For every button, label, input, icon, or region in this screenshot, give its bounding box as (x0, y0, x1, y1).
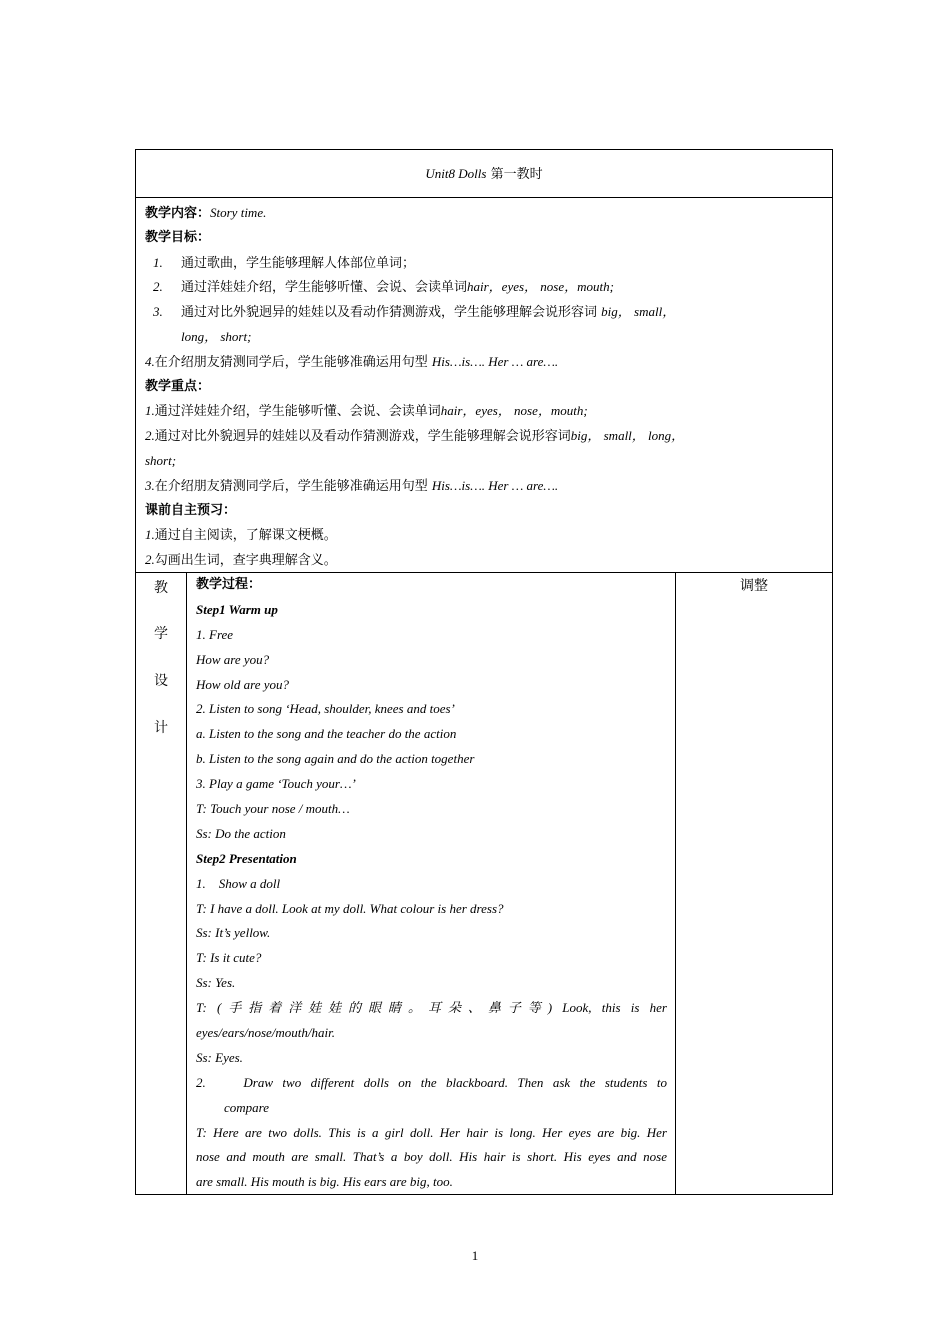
step-heading: Step2 Presentation (196, 850, 297, 866)
process-line: are small. His mouth is big. His ears are big, too. (196, 1174, 453, 1190)
title-en: Unit8 Dolls (425, 166, 487, 181)
adjust-label: 调整 (740, 578, 768, 594)
content-value: Story time. (210, 205, 267, 220)
keypoint-item: 1.通过洋娃娃介绍，学生能够听懂、会说、会读单词hair，eyes， nose，mouth; (145, 403, 588, 420)
design-label-char: 计 (154, 720, 168, 736)
process-line: T: Is it cute? (196, 950, 262, 966)
content-line (145, 201, 823, 226)
process-column (187, 573, 676, 1194)
process-line: 2. Listen to song ‘Head, shoulder, knees and toes’ (196, 701, 455, 717)
design-label-column (136, 573, 187, 1194)
goal-item: 4.在介绍朋友猜测同学后，学生能够准确运用句型 His…is…. Her … are…. (145, 353, 559, 370)
goals-label: 教学目标： (145, 229, 211, 245)
process-line: nose and mouth are small. That’s a boy doll. His hair is short. His eyes and nose (196, 1149, 667, 1165)
process-line: T: Touch your nose / mouth… (196, 801, 350, 817)
process-label: 教学过程： (196, 577, 262, 592)
design-label-char: 设 (154, 673, 168, 689)
process-line: Ss: It’s yellow. (196, 925, 271, 941)
objectives-section (136, 198, 832, 573)
adjust-column (676, 573, 832, 1194)
process-line: 2. Draw two different dolls on the blackboard. Then ask the students to (196, 1074, 667, 1090)
page-number: 1 (471, 1248, 479, 1263)
process-line: 1. Show a doll (196, 875, 281, 891)
process-line: T: (手指着洋娃娃的眼睛。耳朵、鼻子等) Look, this is her (196, 1000, 667, 1016)
keypoint-item-cont: short; (145, 452, 177, 468)
content-label: 教学内容： (145, 206, 211, 221)
process-line: b. Listen to the song again and do the action together (196, 751, 475, 767)
process-line: 3. Play a game ‘Touch your…’ (196, 776, 356, 792)
process-line: Ss: Yes. (196, 975, 236, 991)
process-line: eyes/ears/nose/mouth/hair. (196, 1025, 336, 1041)
design-label-char: 教 (154, 580, 168, 596)
title-zh: 第一教时 (490, 167, 543, 182)
lesson-title (136, 150, 832, 198)
process-line: How are you? (196, 651, 270, 667)
preview-item: 2.勾画出生词，查字典理解含义。 (145, 552, 337, 569)
process-line: 1. Free (196, 626, 234, 642)
goal-item: 1. 通过歌曲，学生能够理解人体部位单词； (153, 254, 416, 271)
goal-item: 2. 通过洋娃娃介绍，学生能够听懂、会说、会读单词hair，eyes， nose，mouth; (153, 279, 614, 296)
process-line: Ss: Do the action (196, 825, 286, 841)
design-label-char: 学 (154, 626, 168, 642)
process-line: How old are you? (196, 676, 290, 692)
process-line: T: Here are two dolls. This is a girl doll. Her hair is long. Her eyes are big. Her (196, 1124, 667, 1140)
process-line: compare (224, 1099, 270, 1115)
process-line: Ss: Eyes. (196, 1049, 243, 1065)
process-line: T: I have a doll. Look at my doll. What colour is her dress? (196, 900, 504, 916)
goal-item: 3. 通过对比外貌迥异的娃娃以及看动作猜测游戏，学生能够理解会说形容词 big， small， (153, 304, 676, 321)
lesson-plan-table (135, 149, 833, 1195)
preview-label: 课前自主预习： (145, 502, 237, 518)
teaching-design-section (136, 573, 832, 1194)
keypoint-item: 2.通过对比外貌迥异的娃娃以及看动作猜测游戏，学生能够理解会说形容词big， small， long， (145, 428, 685, 445)
step-heading: Step1 Warm up (196, 601, 278, 617)
keypoint-item: 3.在介绍朋友猜测同学后，学生能够准确运用句型 His…is…. Her … are…. (145, 477, 559, 494)
process-line: a. Listen to the song and the teacher do the action (196, 726, 457, 742)
preview-item: 1.通过自主阅读，了解课文梗概。 (145, 527, 337, 544)
keypoints-label: 教学重点： (145, 378, 211, 394)
goal-item-cont: long， short; (181, 328, 252, 344)
